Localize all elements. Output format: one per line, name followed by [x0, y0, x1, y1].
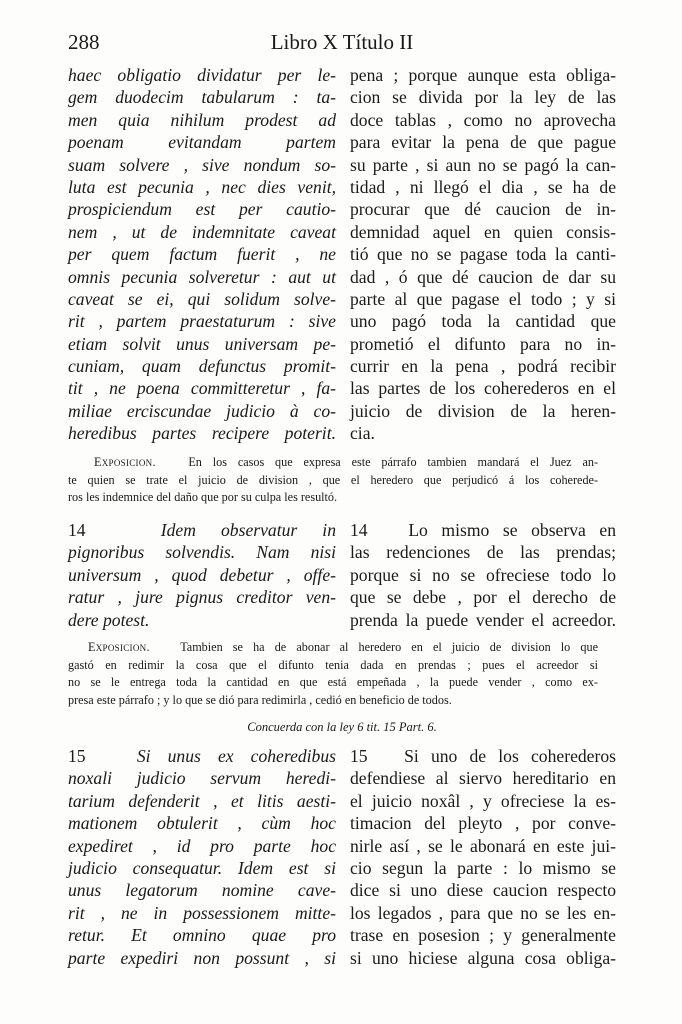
latin-line: nem , ut de indemnitate caveat — [68, 221, 336, 242]
spanish-line: pena ; porque aunque esta obliga- — [350, 65, 616, 85]
spanish-line: porque si no se ofreciese todo lo — [350, 564, 616, 585]
latin-column-2 — [68, 519, 336, 631]
spanish-line: parte al que pagase el todo ; y si — [350, 288, 616, 309]
spanish-line: uno pagó toda la cantidad que — [350, 311, 616, 332]
spanish-line: dice si uno diese caucion respecto — [350, 880, 616, 901]
latin-line: luta est pecunia , nec dies venit, — [68, 176, 336, 197]
paragraph-number: 15 — [68, 746, 86, 766]
spanish-column-1 — [350, 64, 616, 445]
latin-column-1 — [68, 64, 336, 445]
latin-line: poenam evitandam partem — [68, 132, 336, 153]
latin-line: unus legatorum nomine cave- — [68, 880, 336, 901]
spanish-column-3 — [350, 745, 616, 969]
spanish-line: tió que no se pagase toda la canti- — [350, 244, 616, 265]
latin-line: judicio consequatur. Idem est si — [68, 857, 336, 878]
spanish-line: tidad , ni llegó el dia , se ha de — [350, 176, 616, 197]
note-line: no se le entrega toda la cantidad en que está empeñada , la puede vender , como ex- — [68, 675, 598, 689]
spanish-line: currir en la pena , podrá recibir — [350, 356, 616, 377]
latin-line: retur. Et omnino quae pro — [68, 925, 336, 946]
spanish-line: trase en posesion ; y generalmente — [350, 925, 616, 946]
running-header — [68, 30, 616, 56]
paragraph-number: 15 — [350, 746, 368, 766]
spanish-column-2 — [350, 519, 616, 631]
note-line: En los casos que expresa este párrafo tambien mandará el Juez an- — [188, 455, 599, 469]
latin-column-3 — [68, 745, 336, 969]
latin-line: tit , ne poena committeretur , fa- — [68, 378, 336, 399]
concordance-reference: Concuerda con la ley 6 tit. 15 Part. 6. — [247, 720, 437, 734]
latin-line: mationem obtulerit , cùm hoc — [68, 813, 336, 834]
latin-line: suam solvere , sive nondum so- — [68, 154, 336, 175]
latin-line: gem duodecim tabularum : ta- — [68, 87, 336, 108]
latin-line: universum , quod debetur , offe- — [68, 564, 336, 585]
latin-line: rit , partem praestaturum : sive — [68, 311, 336, 332]
latin-line: Idem observatur in — [160, 520, 336, 540]
paragraph-number: 14 — [350, 520, 368, 540]
spanish-line: las partes de los coherederos en el — [350, 378, 616, 399]
spanish-line: las redenciones de las prendas; — [350, 542, 616, 563]
note-line: gastó en redimir la cosa que el difunto tenia dada en prendas ; pues el acreedor si — [68, 657, 598, 672]
note-line: te quien se trate el juicio de division , que el heredero que perjudicó á los coherede- — [68, 472, 598, 487]
spanish-line: demnidad aquel en quien consis- — [350, 221, 616, 242]
spanish-line: juicio de division de la heren- — [350, 400, 616, 421]
exposicion-note-1 — [68, 454, 598, 507]
exposicion-label: Exposicion. — [88, 640, 150, 654]
spanish-line: cion se divida por la ley de las — [350, 87, 616, 108]
latin-line: omnis pecunia solveretur : aut ut — [68, 266, 336, 287]
note-line: presa este párrafo ; y lo que se dió para redimirla , cedió en beneficio de todos. — [68, 692, 452, 707]
spanish-line: cia. — [350, 423, 375, 444]
latin-line: noxali judicio servum heredi- — [68, 768, 336, 789]
spanish-line: procurar que dé caucion de in- — [350, 199, 616, 220]
spanish-line: Si uno de los coherederos — [404, 746, 616, 766]
running-title: Libro X Título II — [270, 30, 414, 54]
paragraph-number: 14 — [68, 520, 86, 540]
latin-line: miliae erciscundae judicio à co- — [68, 400, 336, 421]
spanish-line: su parte , si aun no se pagó la can- — [350, 154, 616, 175]
spanish-line: doce tablas , como no aprovecha — [350, 109, 616, 130]
latin-line: cuniam, quam defunctus promit- — [68, 356, 336, 377]
latin-line: expediret , id pro parte hoc — [68, 835, 336, 856]
exposicion-label: Exposicion. — [94, 455, 156, 469]
spanish-line: si uno hiciese alguna cosa obliga- — [350, 947, 616, 968]
latin-line: parte expediri non possunt , si — [68, 947, 336, 968]
spanish-line: que se debe , por el derecho de — [350, 587, 616, 608]
page-number: 288 — [68, 30, 100, 54]
latin-line: prospiciendum est per cautio- — [68, 199, 336, 220]
note-line: Tambien se ha de abonar al heredero en el juicio de division lo que — [180, 640, 598, 654]
spanish-line: prometió el difunto para no in- — [350, 333, 616, 354]
latin-line: haec obligatio dividatur per le- — [68, 65, 336, 85]
note-line: ros les indemnice del daño que por su culpa les resultó. — [68, 490, 338, 504]
latin-line: tarium defenderit , et litis aesti- — [68, 790, 336, 811]
latin-line: Si unus ex coheredibus — [136, 746, 336, 766]
latin-line: men quia nihilum prodest ad — [68, 109, 336, 130]
latin-line: caveat se ei, qui solidum solve- — [68, 288, 336, 309]
spanish-line: cio segun la parte : lo mismo se — [350, 857, 616, 878]
latin-line: rit , ne in possessionem mitte- — [68, 902, 336, 923]
spanish-line: Lo mismo se observa en — [408, 520, 617, 540]
spanish-line: para evitar la pena de que pague — [350, 132, 616, 153]
spanish-line: dad , ó que dé caucion de dar su — [350, 266, 616, 287]
latin-line: dere potest. — [68, 609, 150, 630]
latin-line: etiam solvit unus universam pe- — [68, 333, 336, 354]
exposicion-note-2 — [68, 639, 598, 709]
latin-line: heredibus partes recipere poterit. — [68, 423, 336, 444]
spanish-line: los legados , para que no se les en- — [350, 902, 616, 923]
spanish-line: prenda la puede vender el acreedor. — [350, 609, 616, 630]
latin-line: pignoribus solvendis. Nam nisi — [68, 542, 336, 563]
latin-line: ratur , jure pignus creditor ven- — [68, 587, 336, 608]
spanish-line: timacion del pleyto , por conve- — [350, 813, 616, 834]
spanish-line: nirle así , se le abonará en este jui- — [350, 835, 616, 856]
spanish-line: defendiese al siervo hereditario en — [350, 768, 616, 789]
latin-line: per quem factum fuerit , ne — [68, 244, 336, 265]
spanish-line: el juicio noxâl , y ofreciese la es- — [350, 790, 616, 811]
